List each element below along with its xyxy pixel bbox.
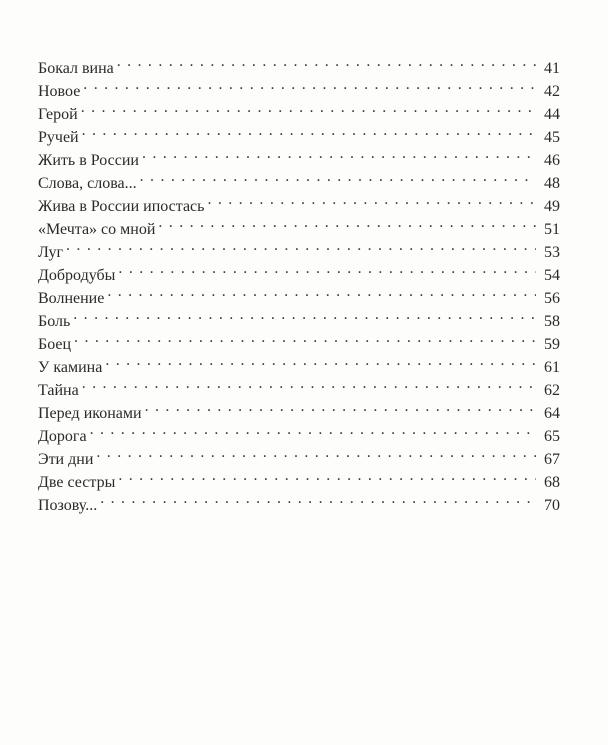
toc-dot-leader [118,257,536,280]
toc-entry-page: 56 [544,290,560,307]
toc-entry [38,280,560,307]
toc-entry-title: «Мечта» со мной [38,221,156,238]
toc-entry-page: 59 [544,336,560,353]
toc-dot-leader [82,372,536,395]
toc-entry-page: 62 [544,382,560,399]
toc-entry-title: Позову... [38,497,98,514]
toc-dot-leader [145,395,536,418]
toc-dot-leader [96,441,536,464]
toc-entry [38,349,560,376]
toc-dot-leader [74,326,536,349]
toc-entry-title: Добродубы [38,267,116,284]
toc-entry-title: Боль [38,313,71,330]
toc-entry-page: 49 [544,198,560,215]
toc-entry-title: Тайна [38,382,79,399]
toc-entry-page: 65 [544,428,560,445]
toc-entry-page: 46 [544,152,560,169]
toc-entry [38,119,560,146]
toc-entry-page: 70 [544,497,560,514]
toc-entry-page: 48 [544,175,560,192]
toc-dot-leader [82,119,536,142]
toc-entry-title: Жива в России ипостась [38,198,205,215]
toc-entry-page: 41 [544,60,560,77]
toc-dot-leader [107,280,536,303]
toc-entry-title: Эти дни [38,451,94,468]
toc-entry-page: 54 [544,267,560,284]
toc-entry [38,234,560,261]
toc-entry-page: 44 [544,106,560,123]
toc-entry [38,326,560,353]
toc-dot-leader [117,50,536,73]
toc-entry-title: У камина [38,359,103,376]
toc-entry [38,50,560,77]
toc-entry-title: Две сестры [38,474,116,491]
toc-entry-page: 53 [544,244,560,261]
toc-entry-page: 58 [544,313,560,330]
toc-entry-title: Герой [38,106,78,123]
toc-entry-title: Боец [38,336,72,353]
toc-entry-title: Ручей [38,129,79,146]
toc-entry-page: 64 [544,405,560,422]
toc-dot-leader [207,188,536,211]
toc-entry [38,303,560,330]
toc-entry [38,372,560,399]
toc-entry-page: 51 [544,221,560,238]
toc-dot-leader [140,165,536,188]
toc-entry [38,441,560,468]
toc-entry-title: Луг [38,244,64,261]
toc-dot-leader [158,211,536,234]
toc-entry-title: Дорога [38,428,87,445]
toc-entry-title: Перед иконами [38,405,142,422]
toc-dot-leader [118,464,536,487]
table-of-contents [38,50,560,514]
toc-entry [38,464,560,491]
toc-entry [38,257,560,284]
toc-dot-leader [73,303,536,326]
toc-entry [38,395,560,422]
toc-dot-leader [100,487,536,510]
toc-entry-page: 42 [544,83,560,100]
toc-entry [38,487,560,514]
toc-dot-leader [142,142,536,165]
toc-entry [38,418,560,445]
toc-entry [38,142,560,169]
toc-entry-page: 61 [544,359,560,376]
toc-entry-title: Жить в России [38,152,139,169]
toc-entry [38,96,560,123]
toc-dot-leader [81,96,536,119]
toc-entry-title: Волнение [38,290,105,307]
toc-entry-page: 45 [544,129,560,146]
toc-entry-page: 67 [544,451,560,468]
toc-entry [38,73,560,100]
toc-dot-leader [66,234,536,257]
toc-entry-title: Бокал вина [38,60,114,77]
toc-dot-leader [83,73,536,96]
toc-entry-title: Новое [38,83,81,100]
toc-entry-title: Слова, слова... [38,175,137,192]
toc-entry-page: 68 [544,474,560,491]
toc-dot-leader [105,349,536,372]
toc-dot-leader [90,418,536,441]
